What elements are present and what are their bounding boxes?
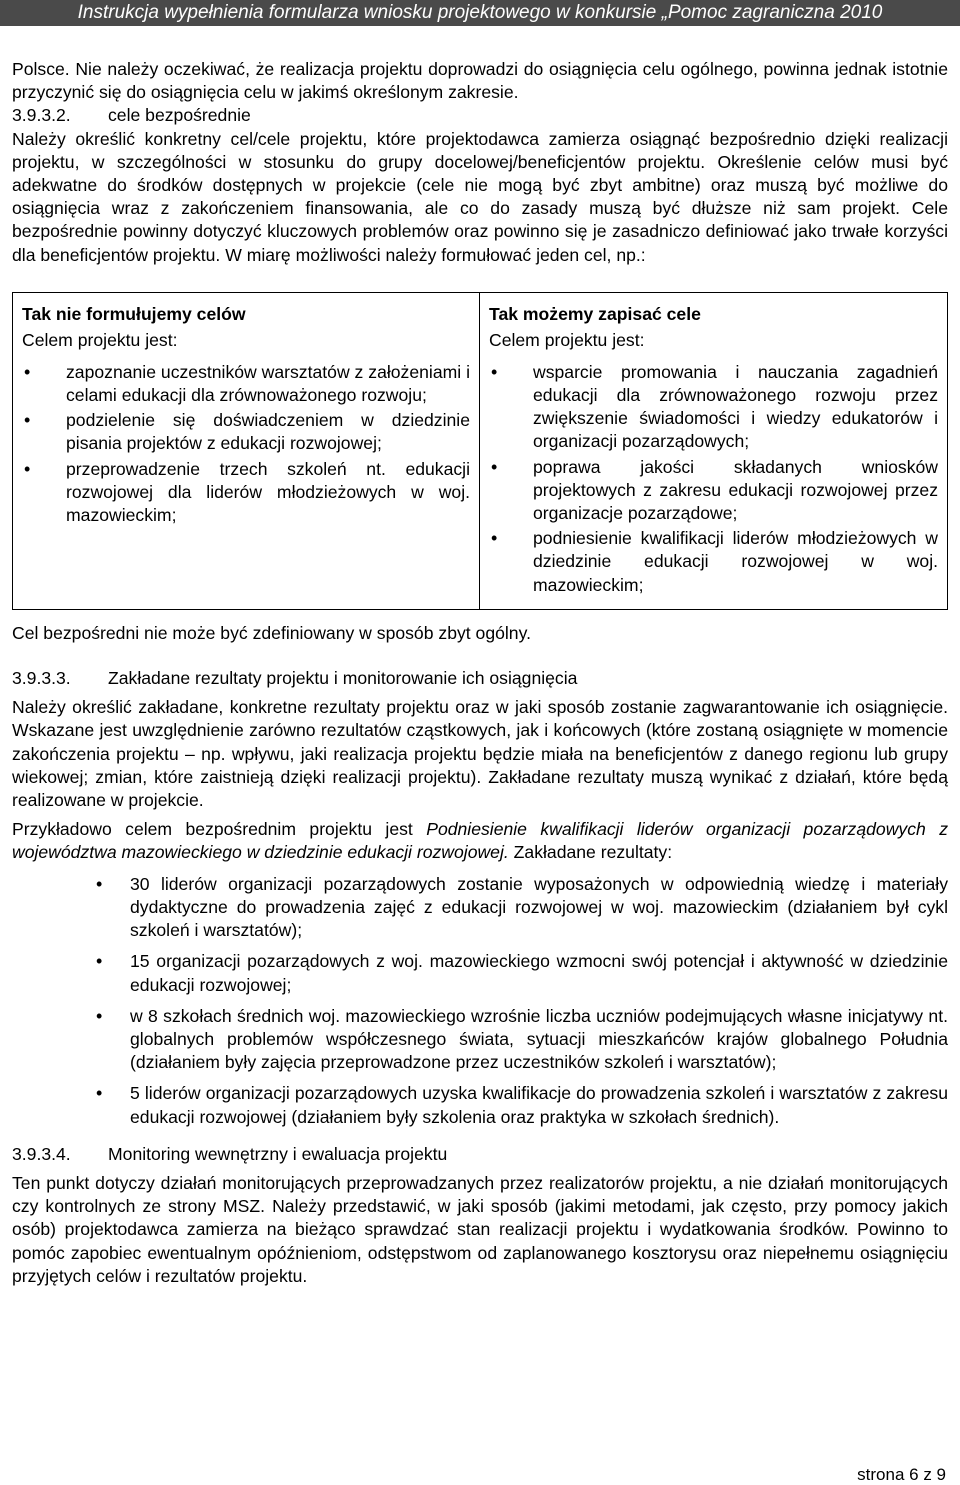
list-item: • 5 liderów organizacji pozarządowych uzyska kwalifikacje do prowadzenia szkoleń i warsztatów z zakresu edukacji rozwojowej (działaniem były szkolenia oraz praktyka w szkołach średnich). xyxy=(12,1082,948,1128)
section-title: Zakładane rezultaty projektu i monitorowanie ich osiągnięcia xyxy=(108,668,578,689)
section-paragraph: Należy określić konkretny cel/cele projektu, które projektodawca zamierza osiągnąć bezpośrednio dzięki realizacji projektu, w szczególności w stosunku do grupy docelowej/beneficjentów projektu. Określenie celów musi być adekwatne do środków dostępnych w projekcie (cele nie mogą być zbyt ambitne) oraz muszą być możliwe do osiągnięcia wraz z zakończeniem finansowania, ale co do zasady muszą być dłuższe niż sam projekt. Cele bezpośrednie powinny dotyczyć kluczowych problemów oraz powinno się je zasadniczo definiować jako trwałe korzyści dla beneficjentów projektu. W miarę możliwości należy formułować jeden cel, np.: xyxy=(12,128,948,265)
section-heading-3-9-3-4 xyxy=(12,1143,948,1166)
list-item: • 15 organizacji pozarządowych z woj. mazowieckiego wzmocni swój potencjał i aktywność w dziedzinie edukacji rozwojowej; xyxy=(12,950,948,996)
wrong-goals-list xyxy=(22,361,470,527)
list-item: • wsparcie promowania i nauczania zagadnień edukacji dla zrównoważonego rozwoju przez zwiększenie świadomości i wiedzy edukatorów i organizacji pozarządowych; xyxy=(489,361,938,454)
list-item: • podniesienie kwalifikacji liderów młodzieżowych w dziedzinie edukacji rozwojowej w woj. mazowieckim; xyxy=(489,527,938,597)
intro-paragraph: Polsce. Nie należy oczekiwać, że realizacja projektu doprowadzi do osiągnięcia celu ogólnego, powinna jednak istotnie przyczynić się do osiągnięcia celu w jakimś określonym zakresie. xyxy=(12,59,948,103)
page-content xyxy=(12,58,948,1288)
example-paragraph xyxy=(12,818,948,864)
document-header: Instrukcja wypełnienia formularza wniosku projektowego w konkursie „Pomoc zagraniczna 2010 xyxy=(0,0,960,26)
page-number: strona 6 z 9 xyxy=(857,1465,946,1484)
example-text-end: Zakładane rezultaty: xyxy=(508,842,673,863)
section-heading-3-9-3-3 xyxy=(12,667,948,690)
section-title: Monitoring wewnętrzny i ewaluacja projektu xyxy=(108,1143,448,1164)
section-heading-3-9-3-2 xyxy=(12,104,948,127)
list-item: • zapoznanie uczestników warsztatów z założeniami i celami edukacji dla zrównoważonego rozwoju; xyxy=(22,361,470,407)
goals-comparison-table xyxy=(12,292,948,610)
right-goals-subtitle: Celem projektu jest: xyxy=(489,329,645,350)
wrong-goals-subtitle: Celem projektu jest: xyxy=(22,329,178,350)
section-paragraph: Ten punkt dotyczy działań monitorujących przeprowadzanych przez realizatorów projektu, a nie działań monitorujących czy kontrolnych ze strony MSZ. Należy przedstawić, w jaki sposób (jakimi metodami, jak często, przy pomocy jakich osób) projektodawca zamierza na bieżąco sprawdzać stan realizacji projektu i wydatkowania środków. Powinno to pomóc zapobiec ewentualnym opóźnieniom, odstępstwom od zaplanowanego kosztorysu oraz niepełnemu osiągnięciu przyjętych celów i rezultatów projektu. xyxy=(12,1172,948,1286)
right-goals-column xyxy=(480,293,947,609)
right-goals-list xyxy=(489,361,938,597)
list-item: • podzielenie się doświadczeniem w dziedzinie pisania projektów z edukacji rozwojowej; xyxy=(22,409,470,455)
example-goal: Podniesienie kwalifikacji liderów organizacji pozarządowych z województwa mazowieckiego w dziedzinie edukacji rozwojowej. xyxy=(12,819,948,863)
right-goals-title: Tak możemy zapisać cele xyxy=(489,303,701,324)
list-item: • poprawa jakości składanych wniosków projektowych z zakresu edukacji rozwojowej przez organizacje pozarządowe; xyxy=(489,456,938,526)
wrong-goals-title: Tak nie formułujemy celów xyxy=(22,303,246,324)
list-item: • w 8 szkołach średnich woj. mazowieckiego wzrośnie liczba uczniów podejmujących własne inicjatywy nt. globalnych problemów współczesnego świata, sytuacji mieszkańców krajów globalnego Południa (działaniem były zajęcia przeprowadzone przez uczestników szkoleń i warsztatów); xyxy=(12,1005,948,1075)
section-number: 3.9.3.2. xyxy=(12,105,71,126)
section-paragraph: Należy określić zakładane, konkretne rezultaty projektu oraz w jaki sposób zostanie zagwarantowanie ich osiągnięcie. Wskazane jest uwzględnienie zarówno rezultatów cząstkowych, jak i końcowych (które zostaną osiągnięte w momencie zakończenia projektu – np. wpływu, jaki realizacja projektu będzie miała na beneficjentów z danego regionu lub grupy wiekowej; zmian, które zaistnieją dzięki realizacji projektu). Zakładane rezultaty muszą wynikać z działań, które będą realizowane w projekcie. xyxy=(12,697,948,811)
results-list xyxy=(12,873,948,1129)
list-item: • 30 liderów organizacji pozarządowych zostanie wyposażonych w odpowiednią wiedzę i materiały dydaktyczne do prowadzenia zajęć z edukacji rozwojowej w woj. mazowieckim (działaniem był cykl szkoleń i warsztatów); xyxy=(12,873,948,943)
section-title: cele bezpośrednie xyxy=(108,105,251,126)
wrong-goals-column xyxy=(13,293,480,609)
section-number: 3.9.3.3. xyxy=(12,668,71,689)
note-paragraph: Cel bezpośredni nie może być zdefiniowany w sposób zbyt ogólny. xyxy=(12,622,531,643)
section-number: 3.9.3.4. xyxy=(12,1143,71,1164)
example-text-start: Przykładowo celem bezpośrednim projektu jest xyxy=(12,819,427,840)
list-item: • przeprowadzenie trzech szkoleń nt. edukacji rozwojowej dla liderów młodzieżowych w woj. mazowieckim; xyxy=(22,458,470,528)
